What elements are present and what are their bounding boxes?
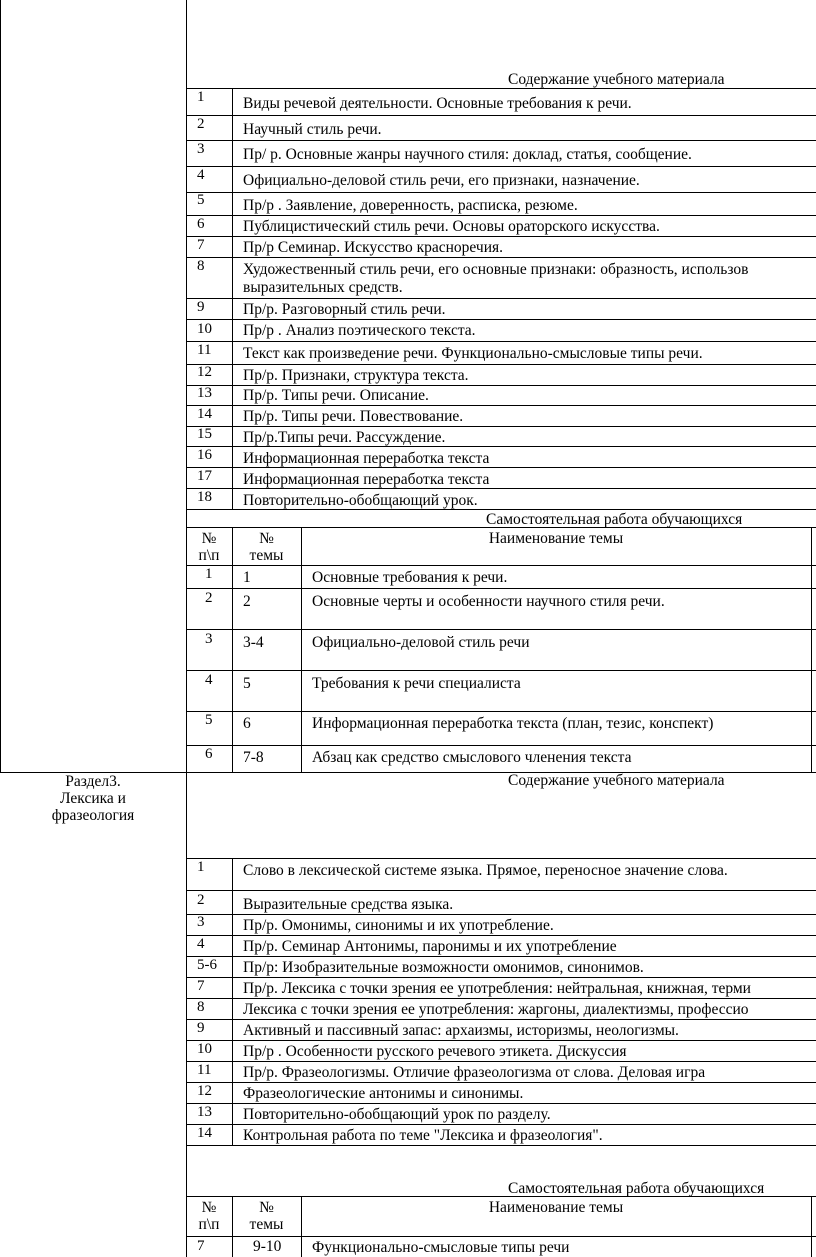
topic-text: Лексика с точки зрения ее употребления: жаргоны, диалектизмы, профессио xyxy=(243,1001,749,1018)
topic-text: Пр/р . Особенности русского речевого этикета. Дискуссия xyxy=(243,1043,627,1060)
row-number: 2 xyxy=(205,590,213,606)
topic-number: 11 xyxy=(197,1062,212,1078)
column-header-topic-number: № темы xyxy=(249,530,284,564)
topic-number: 1 xyxy=(197,859,205,875)
row-topic-number: 5 xyxy=(243,675,251,692)
topic-text: Пр/р: Изобразительные возможности омонимов, синонимов. xyxy=(243,959,644,976)
topic-text: Информационная переработка текста xyxy=(243,471,490,488)
row-number: 5 xyxy=(205,712,213,728)
topic-number: 11 xyxy=(197,342,212,358)
row-topic-name: Информационная переработка текста (план, тезис, конспект) xyxy=(312,715,714,732)
topic-number: 5-6 xyxy=(197,957,217,973)
topic-number: 3 xyxy=(197,141,205,157)
topic-text: Пр/р. Фразеологизмы. Отличие фразеологизма от слова. Деловая игра xyxy=(243,1064,706,1081)
topic-text: Пр/р. Типы речи. Повествование. xyxy=(243,408,464,425)
right-column-divider xyxy=(811,527,812,772)
row-topic-number: 7-8 xyxy=(243,749,264,766)
topic-number: 8 xyxy=(197,999,205,1015)
topic-number: 9 xyxy=(197,1020,205,1036)
row-topic-name: Требования к речи специалиста xyxy=(312,675,521,692)
topic-text: Пр/р. Признаки, структура текста. xyxy=(243,367,469,384)
topic-number: 15 xyxy=(197,426,212,442)
topic-text: Пр/р.Типы речи. Рассуждение. xyxy=(243,429,446,446)
topic-text: Пр/р. Разговорный стиль речи. xyxy=(243,301,446,318)
section-title-line: Лексика и xyxy=(60,790,126,807)
topic-text: Публицистический стиль речи. Основы ораторского искусства. xyxy=(243,218,660,235)
topic-number: 10 xyxy=(197,1041,212,1057)
topic-number: 4 xyxy=(197,167,205,183)
topic-number: 2 xyxy=(197,116,205,132)
row-topic-name: Официально-деловой стиль речи xyxy=(312,634,530,651)
independent-work-header: Самостоятельная работа обучающихся xyxy=(486,511,743,528)
topic-text: Информационная переработка текста xyxy=(243,450,490,467)
row-topic-number: 6 xyxy=(243,715,251,732)
row-number: 7 xyxy=(197,1238,205,1254)
topic-column-divider xyxy=(301,527,302,772)
topic-text: Пр/р. Омонимы, синонимы и их употребление. xyxy=(243,917,554,934)
independent-work-header: Самостоятельная работа обучающихся xyxy=(508,1180,765,1197)
content-header: Содержание учебного материала xyxy=(508,71,725,88)
row-topic-name: Основные требования к речи. xyxy=(312,569,508,586)
row-topic-number: 3-4 xyxy=(243,634,264,651)
right-column-divider xyxy=(811,1196,812,1257)
column-header-name: Наименование темы xyxy=(488,530,624,547)
topic-text: Художественный стиль речи, его основные признаки: образность, использов xyxy=(243,261,749,278)
topic-text: Пр/р . Анализ поэтического текста. xyxy=(243,322,476,339)
column-header-name: Наименование темы xyxy=(488,1199,624,1216)
topic-number: 3 xyxy=(197,914,205,930)
row-number: 4 xyxy=(205,672,213,688)
topic-number: 13 xyxy=(197,385,212,401)
row-topic-name: Функционально-смысловые типы речи xyxy=(312,1239,570,1256)
topic-number: 1 xyxy=(197,89,205,105)
topic-number: 14 xyxy=(197,1125,212,1141)
topic-number: 4 xyxy=(197,936,205,952)
column-header-topic-number: № темы xyxy=(249,1199,284,1233)
topic-text: Пр/р. Типы речи. Описание. xyxy=(243,387,429,404)
topic-text: Пр/р Семинар. Искусство красноречия. xyxy=(243,239,503,256)
topic-text: Пр/р. Семинар Антонимы, паронимы и их употребление xyxy=(243,938,617,955)
topic-text: Слово в лексической системе языка. Прямое, переносное значение слова. xyxy=(243,862,728,879)
section-title-line: фразеология xyxy=(51,807,135,824)
row-topic-number: 9-10 xyxy=(253,1238,282,1255)
column-header-number: № п\п xyxy=(198,1199,220,1233)
topic-number: 13 xyxy=(197,1104,212,1120)
topic-number: 12 xyxy=(197,364,212,380)
section-title-line: Раздел3. xyxy=(65,773,121,790)
topic-text: Повторительно-обобщающий урок. xyxy=(243,492,478,509)
content-header: Содержание учебного материала xyxy=(508,772,725,789)
topic-text: Текст как произведение речи. Функционально-смысловые типы речи. xyxy=(243,345,703,362)
topic-number: 16 xyxy=(197,447,212,463)
topic-text: Контрольная работа по теме "Лексика и фразеология". xyxy=(243,1127,603,1144)
topic-text: Пр/р. Лексика с точки зрения ее употребления: нейтральная, книжная, терми xyxy=(243,980,751,997)
row-number: 3 xyxy=(205,631,213,647)
topic-text: Пр/ р. Основные жанры научного стиля: доклад, статья, сообщение. xyxy=(243,146,692,163)
topic-text: Активный и пассивный запас: архаизмы, историзмы, неологизмы. xyxy=(243,1022,679,1039)
topic-number: 6 xyxy=(197,216,205,232)
topic-text: Повторительно-обобщающий урок по разделу. xyxy=(243,1106,551,1123)
topic-text: Официально-деловой стиль речи, его признаки, назначение. xyxy=(243,172,640,189)
topic-text: Фразеологические антонимы и синонимы. xyxy=(243,1085,524,1102)
topic-number: 8 xyxy=(197,258,205,274)
section3-title xyxy=(0,773,186,824)
row-number: 1 xyxy=(205,566,213,582)
topic-number: 7 xyxy=(197,978,205,994)
topic-number: 7 xyxy=(197,237,205,253)
topic-text: Пр/р . Заявление, доверенность, расписка, резюме. xyxy=(243,197,578,214)
row-topic-number: 2 xyxy=(243,593,251,610)
row-topic-number: 1 xyxy=(243,569,251,586)
topic-text-continuation: выразительных средств. xyxy=(243,279,403,296)
topic-text: Виды речевой деятельности. Основные требования к речи. xyxy=(243,95,632,112)
topic-number: 2 xyxy=(197,892,205,908)
topic-number: 18 xyxy=(197,489,212,505)
topic-number: 5 xyxy=(197,192,205,208)
left-border xyxy=(0,0,1,772)
topic-number: 17 xyxy=(197,468,212,484)
row-number: 6 xyxy=(205,746,213,762)
topic-number: 9 xyxy=(197,299,205,315)
topic-number: 14 xyxy=(197,406,212,422)
number-column-divider xyxy=(232,858,233,1145)
topic-text: Научный стиль речи. xyxy=(243,121,382,138)
topic-number: 10 xyxy=(197,321,212,337)
topic-text: Выразительные средства языка. xyxy=(243,896,454,913)
row-topic-name: Абзац как средство смыслового членения текста xyxy=(312,749,632,766)
row-topic-name: Основные черты и особенности научного стиля речи. xyxy=(312,593,665,610)
column-header-number: № п\п xyxy=(198,530,220,564)
topic-number: 12 xyxy=(197,1083,212,1099)
